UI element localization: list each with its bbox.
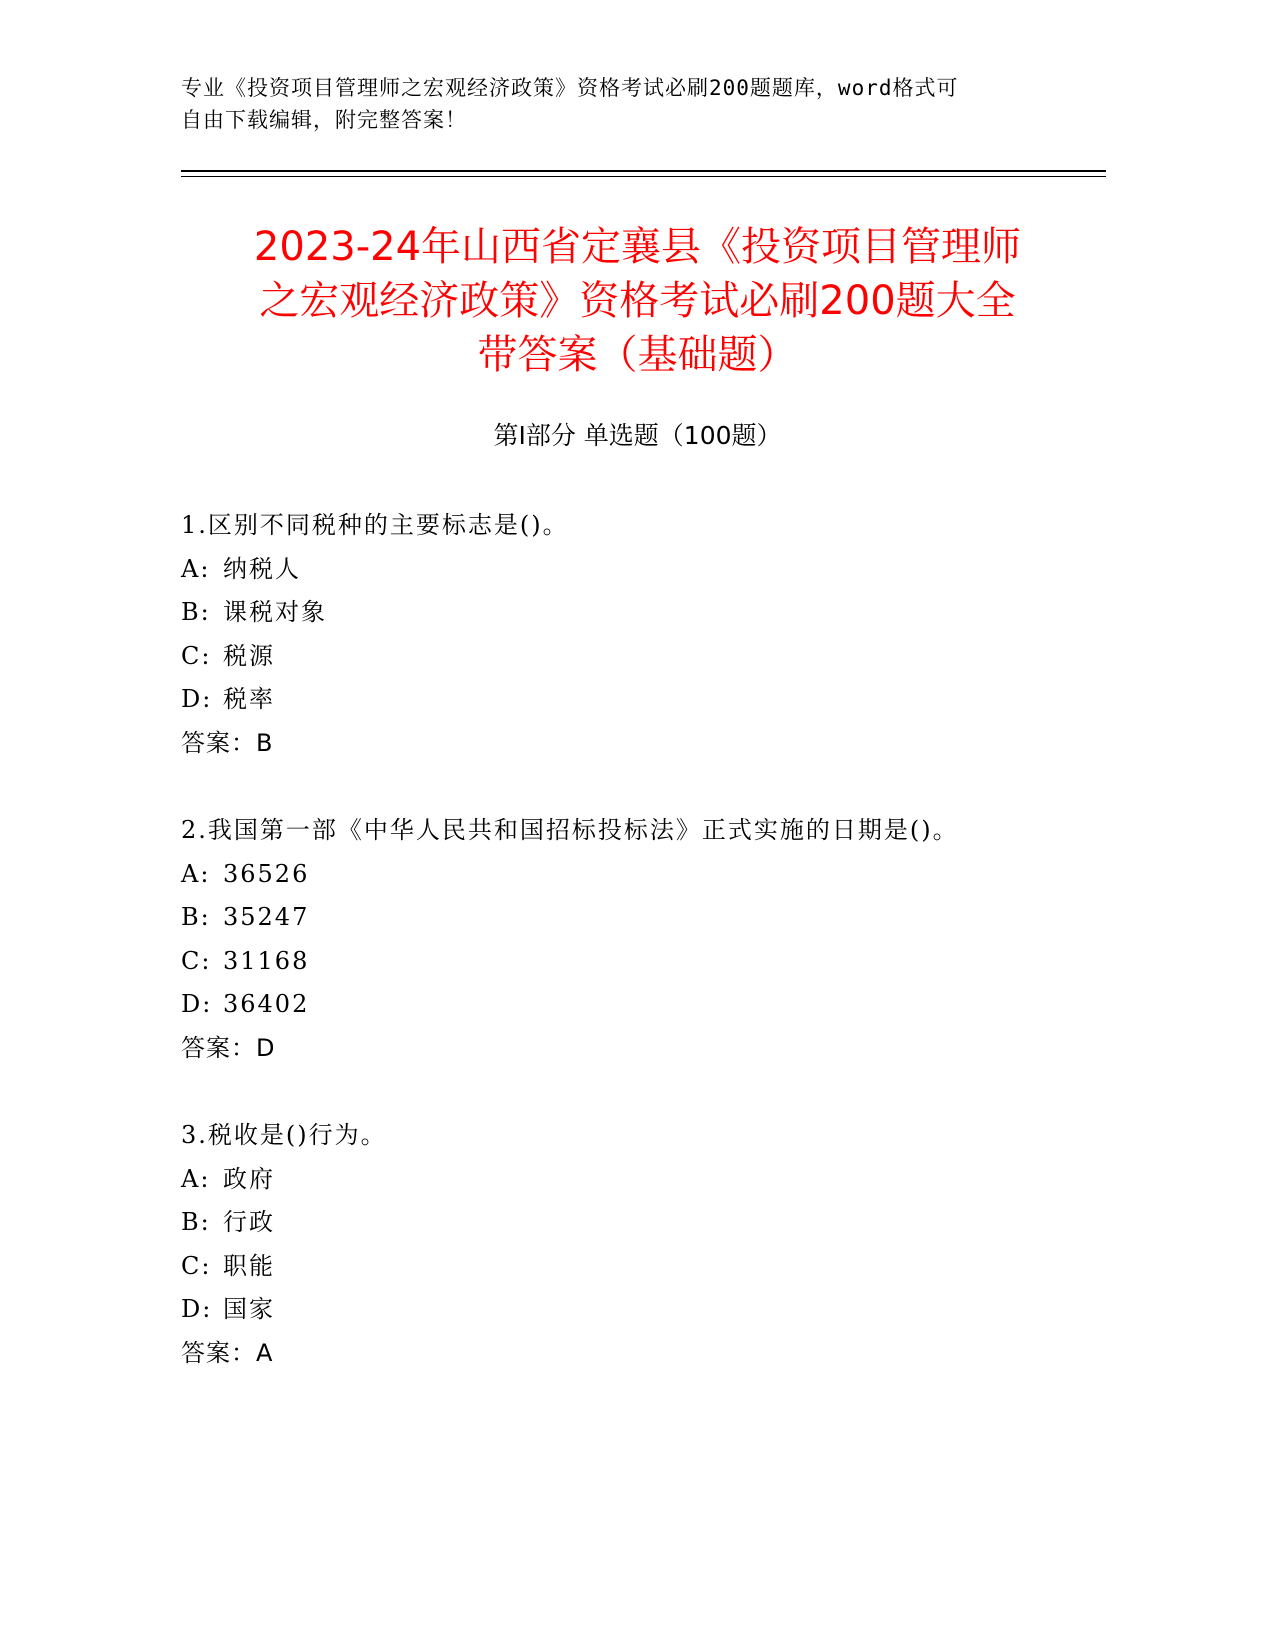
option-text: 36402 <box>223 990 310 1018</box>
question-stem: 1.区别不同税种的主要标志是()。 <box>181 511 569 539</box>
option-text: 政府 <box>223 1164 275 1193</box>
section-title: 第Ⅰ部分 单选题（100题） <box>493 421 782 450</box>
option-text: 31168 <box>223 946 310 975</box>
option-text: 35247 <box>223 903 310 931</box>
header-note <box>181 72 1061 136</box>
header-note-line-1: 专业《投资项目管理师之宏观经济政策》资格考试必刷200题题库，word格式可 <box>181 76 959 100</box>
option-key: A: <box>181 554 211 583</box>
option-key: C: <box>181 1251 212 1280</box>
option-c <box>181 940 1081 984</box>
document-title <box>150 220 1125 382</box>
option-text: 纳税人 <box>223 554 301 583</box>
document-title-line-1: 2023-24年山西省定襄县《投资项目管理师 <box>253 224 1022 270</box>
option-text: 职能 <box>223 1251 275 1280</box>
option-b <box>181 1201 1081 1245</box>
option-text: 税率 <box>223 685 275 713</box>
option-d <box>181 983 1081 1027</box>
option-key: D: <box>181 685 213 713</box>
question-stem: 2.我国第一部《中华人民共和国招标投标法》正式实施的日期是()。 <box>181 816 959 844</box>
option-text: 行政 <box>223 1208 275 1236</box>
option-text: 36526 <box>223 859 310 888</box>
option-a <box>181 1158 1081 1202</box>
question-2 <box>181 809 1081 1070</box>
answer-line: 答案：B <box>181 728 274 757</box>
question-3 <box>181 1114 1081 1375</box>
option-b <box>181 591 1081 635</box>
option-c <box>181 635 1081 679</box>
question-1 <box>181 504 1081 765</box>
option-a <box>181 853 1081 897</box>
option-key: C: <box>181 946 212 975</box>
answer-line: 答案：A <box>181 1338 274 1367</box>
option-key: A: <box>181 859 211 888</box>
option-d <box>181 1288 1081 1332</box>
option-key: A: <box>181 1164 211 1193</box>
document-title-line-2: 之宏观经济政策》资格考试必刷200题大全 <box>259 278 1016 324</box>
option-key: B: <box>181 1208 211 1236</box>
option-d <box>181 678 1081 722</box>
option-text: 课税对象 <box>223 598 327 626</box>
option-b <box>181 896 1081 940</box>
option-key: D: <box>181 1295 213 1323</box>
question-stem: 3.税收是()行为。 <box>181 1121 387 1149</box>
option-key: B: <box>181 598 211 626</box>
document-title-line-3: 带答案（基础题） <box>477 332 798 378</box>
option-c <box>181 1245 1081 1289</box>
header-note-line-2: 自由下载编辑，附完整答案！ <box>181 108 467 132</box>
option-text: 税源 <box>223 641 275 670</box>
option-key: C: <box>181 641 212 670</box>
answer-line: 答案：D <box>181 1033 276 1062</box>
header-divider-thin <box>181 176 1106 177</box>
option-key: B: <box>181 903 211 931</box>
option-key: D: <box>181 990 213 1018</box>
option-a <box>181 548 1081 592</box>
header-divider-thick <box>181 170 1106 172</box>
option-text: 国家 <box>223 1295 275 1323</box>
